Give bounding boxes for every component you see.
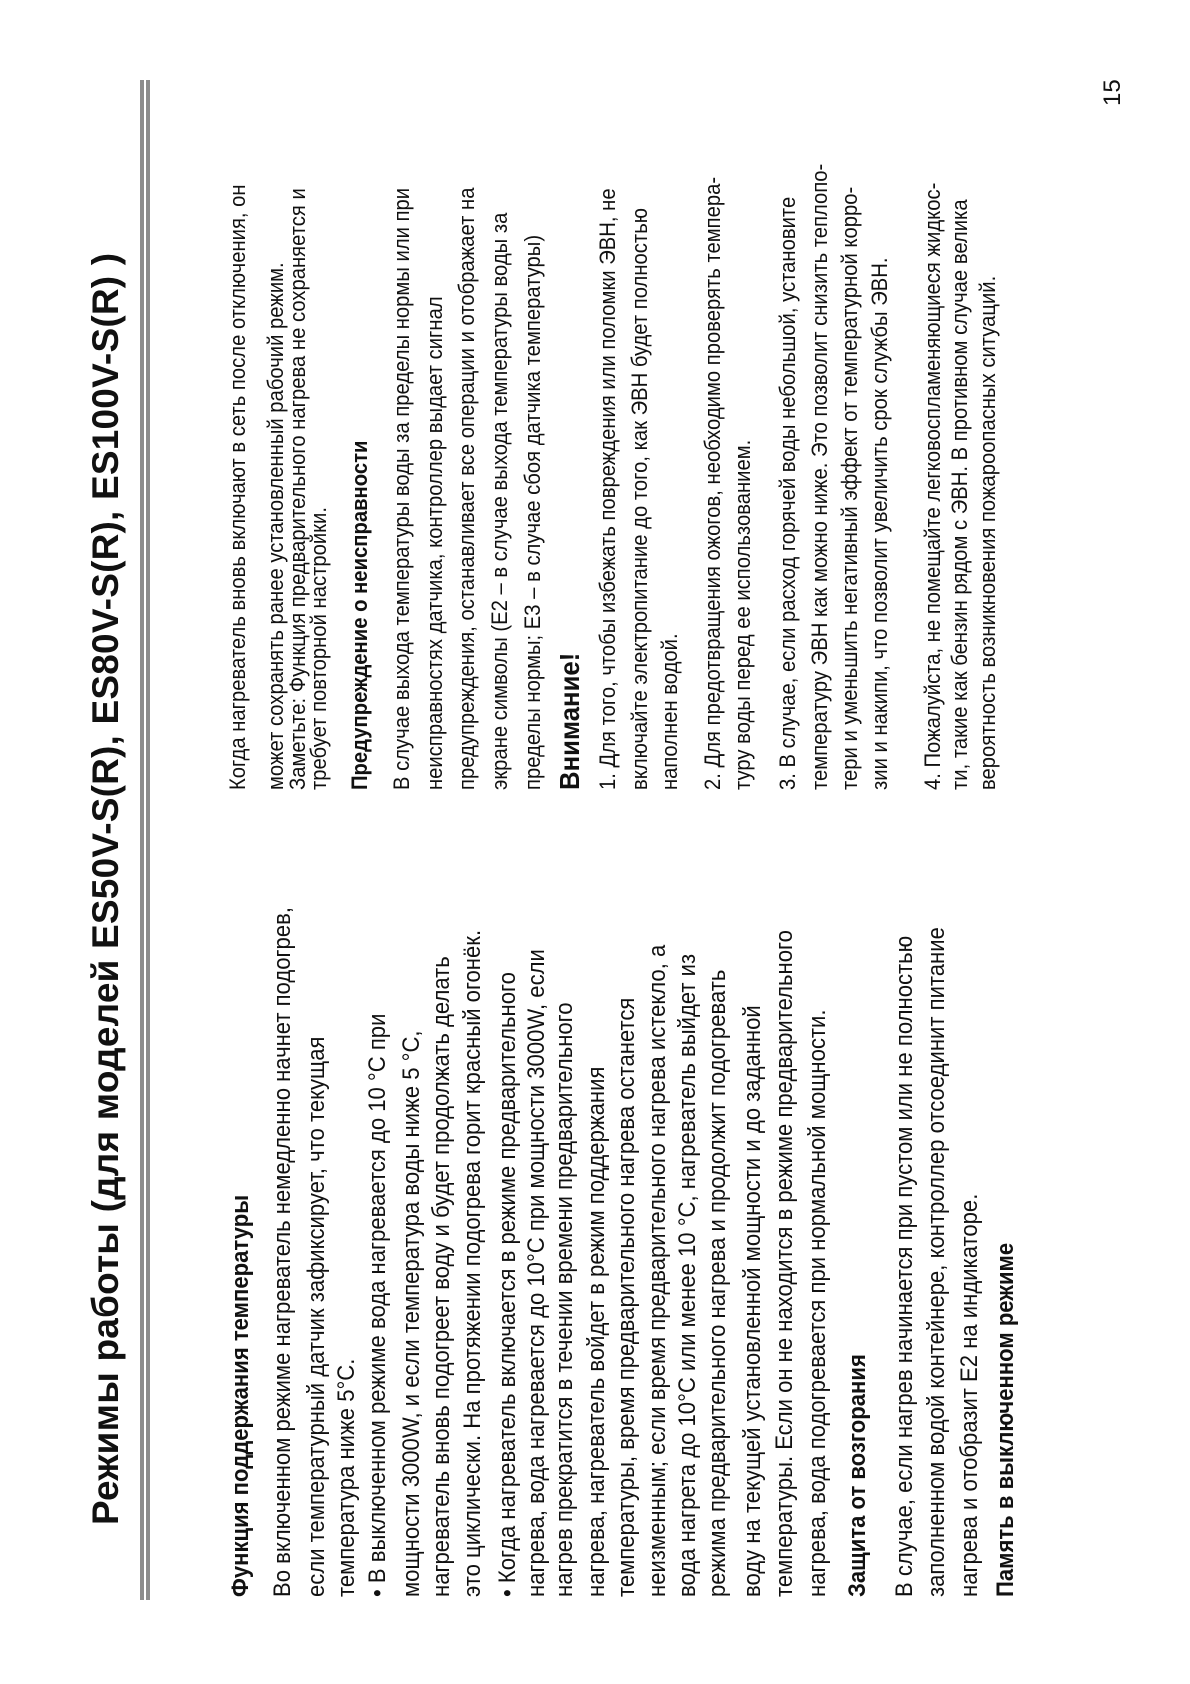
text-line: Когда нагреватель вновь включают в сеть после отключения, он xyxy=(225,184,250,790)
list-item-line: 4. Пожалуйста, не помещайте легковоспламеняющиеся жидкос- xyxy=(920,182,945,790)
section-heading-temperature: Функция поддержания температуры xyxy=(227,1194,254,1597)
text-line: нагрева, вода подогревается при нормальной мощности. xyxy=(804,1009,831,1597)
title-rule-bottom xyxy=(146,80,150,1600)
text-line: может сохранять ранее установленный рабочий режим. xyxy=(263,262,288,790)
text-line: режима предварительного нагрева и продолжит подогревать xyxy=(704,969,731,1597)
section-heading-malfunction-warning: Предупреждение о неисправности xyxy=(347,440,372,790)
list-item-line: ти, такие как бензин рядом с ЭВН. В противном случае велика xyxy=(947,199,972,790)
text-line: В случае, если нагрев начинается при пустом или не полностью xyxy=(891,935,918,1597)
text-line: воду на текущей установленной мощности и до заданной xyxy=(739,1005,766,1597)
text-line: предупреждения, останавливает все операции и отображает на xyxy=(454,187,479,790)
text-line: нагрев прекратится в течении времени предварительного xyxy=(551,1002,578,1597)
text-line: требует повторной настройки. xyxy=(306,507,331,790)
text-line: • Когда нагреватель включается в режиме предварительного xyxy=(494,972,521,1597)
text-line: нагрева и отобразит E2 на индикаторе. xyxy=(956,1193,983,1597)
list-item-line: 1. Для того, чтобы избежать повреждения или поломки ЭВН, не xyxy=(595,188,620,790)
list-item-line: 3. В случае, если расход горячей воды небольшой, установите xyxy=(775,196,800,790)
text-line: экране символы (E2 – в случае выхода температуры воды за xyxy=(487,212,512,790)
list-item-line: наполнен водой. xyxy=(657,633,682,790)
text-line: пределы нормы; E3 – в случае сбоя датчика температуры) xyxy=(520,234,545,790)
text-line: неизменным; если время предварительного нагрева истекло, а xyxy=(644,944,671,1597)
text-line: • В выключенном режиме вода нагревается до 10 °С при xyxy=(364,1013,391,1597)
section-heading-attention: Внимание! xyxy=(554,652,585,790)
text-line: Во включенном режиме нагреватель немедленно начнет подогрев, xyxy=(269,907,296,1597)
section-heading-fire-protection: Защита от возгорания xyxy=(844,1354,871,1597)
text-line: температуры. Если он не находится в режиме предварительного xyxy=(771,930,798,1597)
list-item-line: температуру ЭВН как можно ниже. Это позволит снизить теплопо- xyxy=(807,163,832,790)
text-line: нагрева, вода нагревается до 10°С при мощности 3000W, если xyxy=(523,949,550,1597)
text-line: заполненном водой контейнере, контроллер отсоединит питание xyxy=(923,927,950,1597)
text-line: если температурный датчик зафиксирует, что текущая xyxy=(303,1036,330,1597)
list-item-line: тери и уменьшить негативный эффект от температурной корро- xyxy=(837,186,862,790)
list-item-line: зии и накипи, что позволит увеличить срок службы ЭВН. xyxy=(867,257,892,790)
text-line: Заметьте: Функция предварительного нагрева не сохраняется и xyxy=(285,188,310,790)
text-line: температуры, время предварительного нагрева останется xyxy=(613,997,640,1597)
text-line: нагрева, нагреватель войдет в режим поддержания xyxy=(583,1066,610,1597)
text-line: вода нагрета до 10°С или менее 10 °С, нагреватель выйдет из xyxy=(674,953,701,1597)
text-line: это циклически. На протяжении подогрева горит красный огонёк. xyxy=(459,929,486,1597)
list-item-line: вероятность возникновения пожароопасных ситуаций. xyxy=(975,275,1000,790)
page-title: Режимы работы (для моделей ES50V-S(R), ES80V-S(R), ES100V-S(R) ) xyxy=(85,252,126,1525)
list-item-line: туру воды перед ее использованием. xyxy=(730,439,755,790)
section-heading-memory: Память в выключенном режиме xyxy=(992,1242,1019,1597)
text-line: температура ниже 5°С. xyxy=(333,1358,360,1597)
text-line: мощности 3000W, и если температура воды ниже 5 °С, xyxy=(398,1030,425,1597)
title-rule-top xyxy=(140,80,144,1600)
list-item-line: включайте электропитание до того, как ЭВН будет полностью xyxy=(627,208,652,790)
list-item-line: 2. Для предотвращения ожогов, необходимо проверять темпера- xyxy=(700,176,725,790)
page-number: 15 xyxy=(1099,79,1126,106)
text-line: нагреватель вновь подогреет воду и будет продолжать делать xyxy=(428,956,455,1597)
text-line: В случае выхода температуры воды за пределы нормы или при xyxy=(389,187,414,790)
text-line: неисправностях датчика, контроллер выдает сигнал xyxy=(422,296,447,790)
